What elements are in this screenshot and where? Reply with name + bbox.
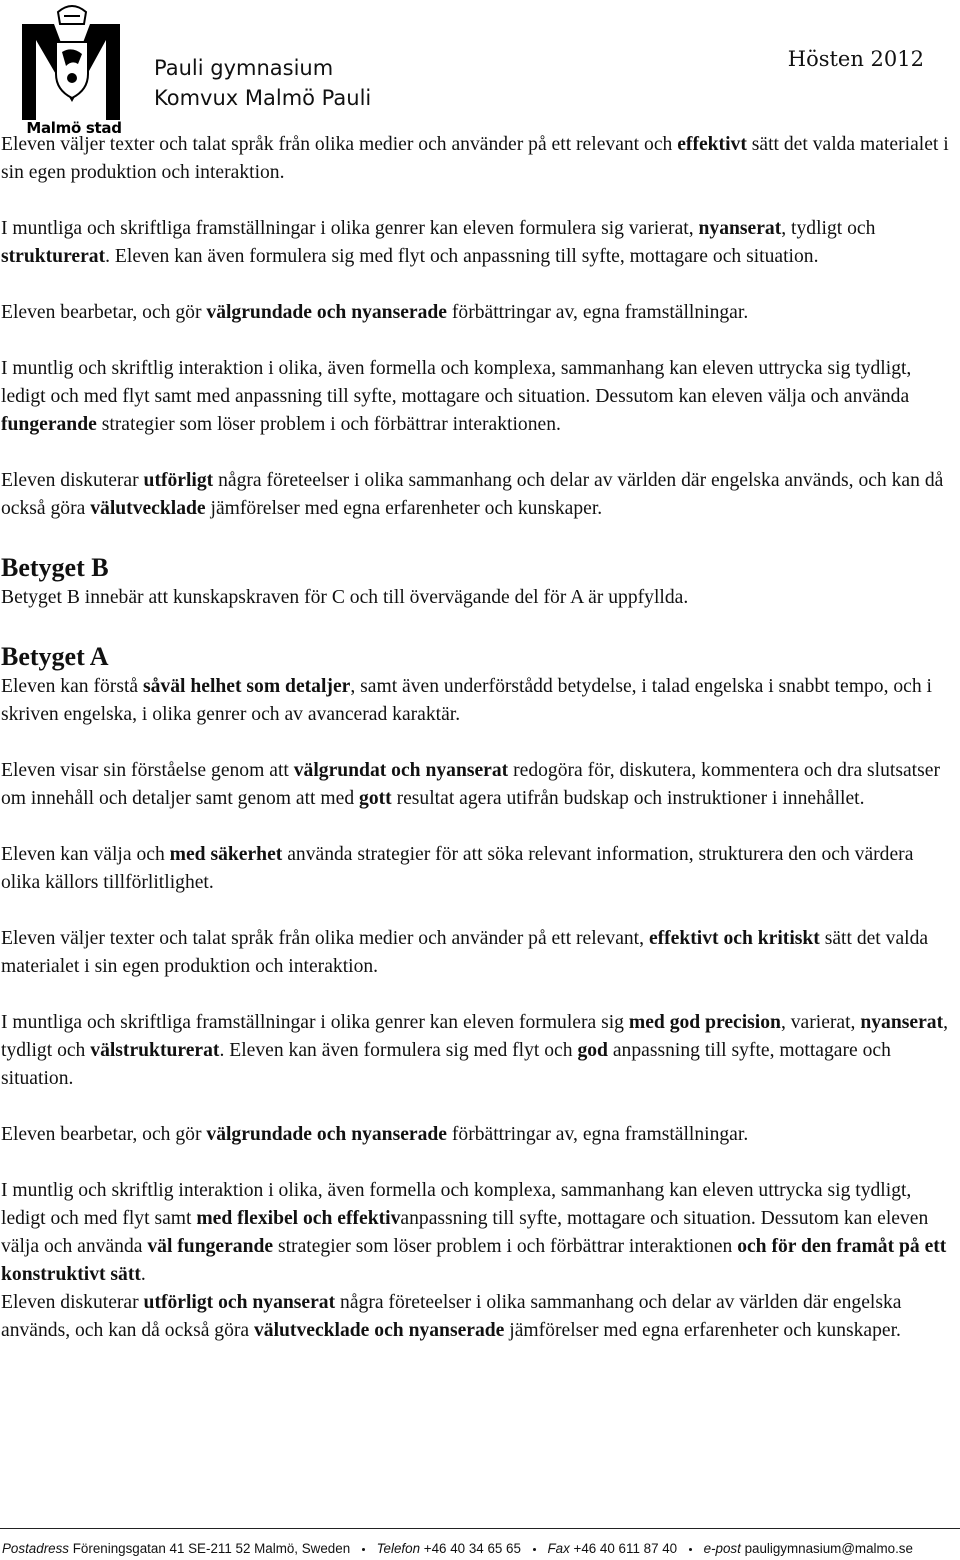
text-run: förbättringar av, egna framställningar. (447, 302, 749, 323)
text-run: Eleven väljer texter och talat språk från olika medier och använder på ett relevant, (1, 928, 649, 949)
paragraph (1, 925, 953, 981)
bold-text: välgrundade och nyanserade (206, 1124, 447, 1145)
footer-phone-label: Telefon (376, 1541, 421, 1556)
section-heading: Betyget B (1, 553, 109, 582)
text-run: Eleven bearbetar, och gör (1, 1124, 207, 1145)
bold-text: väl fungerande (147, 1236, 274, 1257)
bold-text: såväl helhet som detaljer (143, 676, 351, 697)
text-run: förbättringar av, egna framställningar. (447, 1124, 749, 1145)
paragraph (1, 673, 953, 729)
text-run: , tydligt och (781, 218, 876, 239)
paragraph (1, 355, 953, 439)
text-run: några företeelser i olika sammanhang och delar av världen där engelska används, och kan då också göra (1, 1292, 902, 1341)
footer-fax-label: Fax (547, 1541, 570, 1556)
text-run: Eleven kan välja och (1, 844, 170, 865)
text-run: Eleven bearbetar, och gör (1, 302, 207, 323)
bold-text: med flexibel och effektiv (196, 1208, 401, 1229)
footer-separator (689, 1548, 692, 1551)
school-name (154, 53, 371, 113)
text-run: jämförelser med egna erfarenheter och kunskaper. (205, 498, 603, 519)
text-run: Eleven väljer texter och talat språk från olika medier och använder på ett relevant och (1, 134, 678, 155)
bold-text: välutvecklade (90, 498, 206, 519)
section-heading: Betyget A (1, 642, 109, 671)
text-run: Eleven diskuterar (1, 470, 144, 491)
bold-text: utförligt och nyanserat (143, 1292, 336, 1313)
paragraph (1, 467, 953, 523)
malmo-stad-logo (20, 2, 124, 137)
bold-text: utförligt (143, 470, 214, 491)
bold-text: strukturerat (1, 246, 106, 267)
text-run: Eleven visar sin förståelse genom att (1, 760, 294, 781)
text-run: , tydligt och (1, 1012, 948, 1061)
footer-phone-value: +46 40 34 65 65 (423, 1541, 521, 1556)
bold-text: välgrundade och nyanserade (206, 302, 447, 323)
paragraph (1, 757, 953, 813)
paragraph (1, 1289, 953, 1345)
bold-text: välgrundat och nyanserat (293, 760, 509, 781)
text-run: strategier som löser problem i och förbättrar interaktionen (273, 1236, 738, 1257)
bold-text: välutvecklade och nyanserade (254, 1320, 505, 1341)
text-run: Betyget B innebär att kunskapskraven för C och till övervägande del för A är uppfyllda. (1, 587, 689, 608)
text-run: I muntlig och skriftlig interaktion i olika, även formella och komplexa, sammanhang kan eleven uttrycka sig tydligt, ledigt och med flyt samt med anpassning till syfte, mottagare och situation. Dessutom kan eleven välja och använda (1, 358, 912, 407)
footer-postal-value: Föreningsgatan 41 SE-211 52 Malmö, Sweden (72, 1541, 351, 1556)
footer-separator (362, 1548, 365, 1551)
text-run: anpassning till syfte, mottagare och situation. Dessutom kan eleven välja och använda (1, 1208, 929, 1257)
footer-fax-value: +46 40 611 87 40 (573, 1541, 678, 1556)
text-run: strategier som löser problem i och förbättrar interaktionen. (96, 414, 561, 435)
footer-divider (0, 1528, 960, 1529)
text-run: . Eleven kan även formulera sig med flyt och anpassning till syfte, mottagare och situation. (105, 246, 819, 267)
bold-text: och för den framåt på ett konstruktivt sätt (1, 1236, 947, 1285)
paragraph (1, 1177, 953, 1289)
text-run: några företeelser i olika sammanhang och delar av världen där engelska används, och kan då också göra (1, 470, 944, 519)
footer-separator (533, 1548, 536, 1551)
paragraph (1, 131, 953, 187)
bold-text: nyanserat (860, 1012, 944, 1033)
text-run: I muntliga och skriftliga framställningar i olika genrer kan eleven formulera sig (1, 1012, 629, 1033)
paragraph (1, 299, 953, 327)
text-run: jämförelser med egna erfarenheter och kunskaper. (504, 1320, 901, 1341)
bold-text: fungerande (1, 414, 97, 435)
griffin-crest-icon (20, 2, 124, 120)
school-name-line1: Pauli gymnasium (154, 56, 334, 80)
footer (2, 1541, 960, 1556)
text-run: , samt även underförstådd betydelse, i talad engelska i snabbt tempo, och i skriven engelska, i olika genrer och av avancerad karaktär. (1, 676, 933, 725)
bold-text: välstrukturerat (90, 1040, 220, 1061)
text-run: använda strategier för att söka relevant information, strukturera den och värdera olika källors tillförlitlighet. (1, 844, 914, 893)
text-run: Eleven diskuterar (1, 1292, 144, 1313)
bold-text: effektivt och kritiskt (648, 928, 820, 949)
text-run: anpassning till syfte, mottagare och situation. (1, 1040, 891, 1089)
text-run: I muntliga och skriftliga framställningar i olika genrer kan eleven formulera sig varierat, (1, 218, 699, 239)
bold-text: effektivt (677, 134, 747, 155)
text-run: , varierat, (780, 1012, 861, 1033)
bold-text: gott (359, 788, 392, 809)
text-run: Eleven kan förstå (1, 676, 143, 697)
paragraph (1, 215, 953, 271)
bold-text: god (577, 1040, 608, 1061)
bold-text: nyanserat (698, 218, 782, 239)
text-run: . (140, 1264, 146, 1285)
text-run: sätt det valda materialet i sin egen produktion och interaktion. (1, 928, 929, 977)
bold-text: med säkerhet (169, 844, 283, 865)
paragraph (1, 584, 953, 612)
document-body (1, 131, 953, 1373)
term-label: Hösten 2012 (787, 47, 924, 71)
paragraph (1, 1121, 953, 1149)
text-run: redogöra för, diskutera, kommentera och dra slutsatser om innehåll och detaljer samt genom att med (1, 760, 940, 809)
paragraph (1, 841, 953, 897)
text-run: resultat agera utifrån budskap och instruktioner i innehållet. (391, 788, 865, 809)
paragraph (1, 1009, 953, 1093)
bold-text: med god precision (628, 1012, 781, 1033)
school-name-line2: Komvux Malmö Pauli (154, 86, 372, 110)
logo-text: Malmö stad (26, 119, 122, 137)
footer-postal-label: Postadress (2, 1541, 69, 1556)
footer-email-link[interactable]: pauligymnasium@malmo.se (744, 1541, 913, 1556)
text-run: . Eleven kan även formulera sig med flyt och (219, 1040, 578, 1061)
text-run: sätt det valda materialet i sin egen produktion och interaktion. (1, 134, 949, 183)
text-run: I muntlig och skriftlig interaktion i olika, även formella och komplexa, sammanhang kan eleven uttrycka sig tydligt, ledigt och med flyt samt (1, 1180, 912, 1229)
footer-email-label: e-post (703, 1541, 741, 1556)
